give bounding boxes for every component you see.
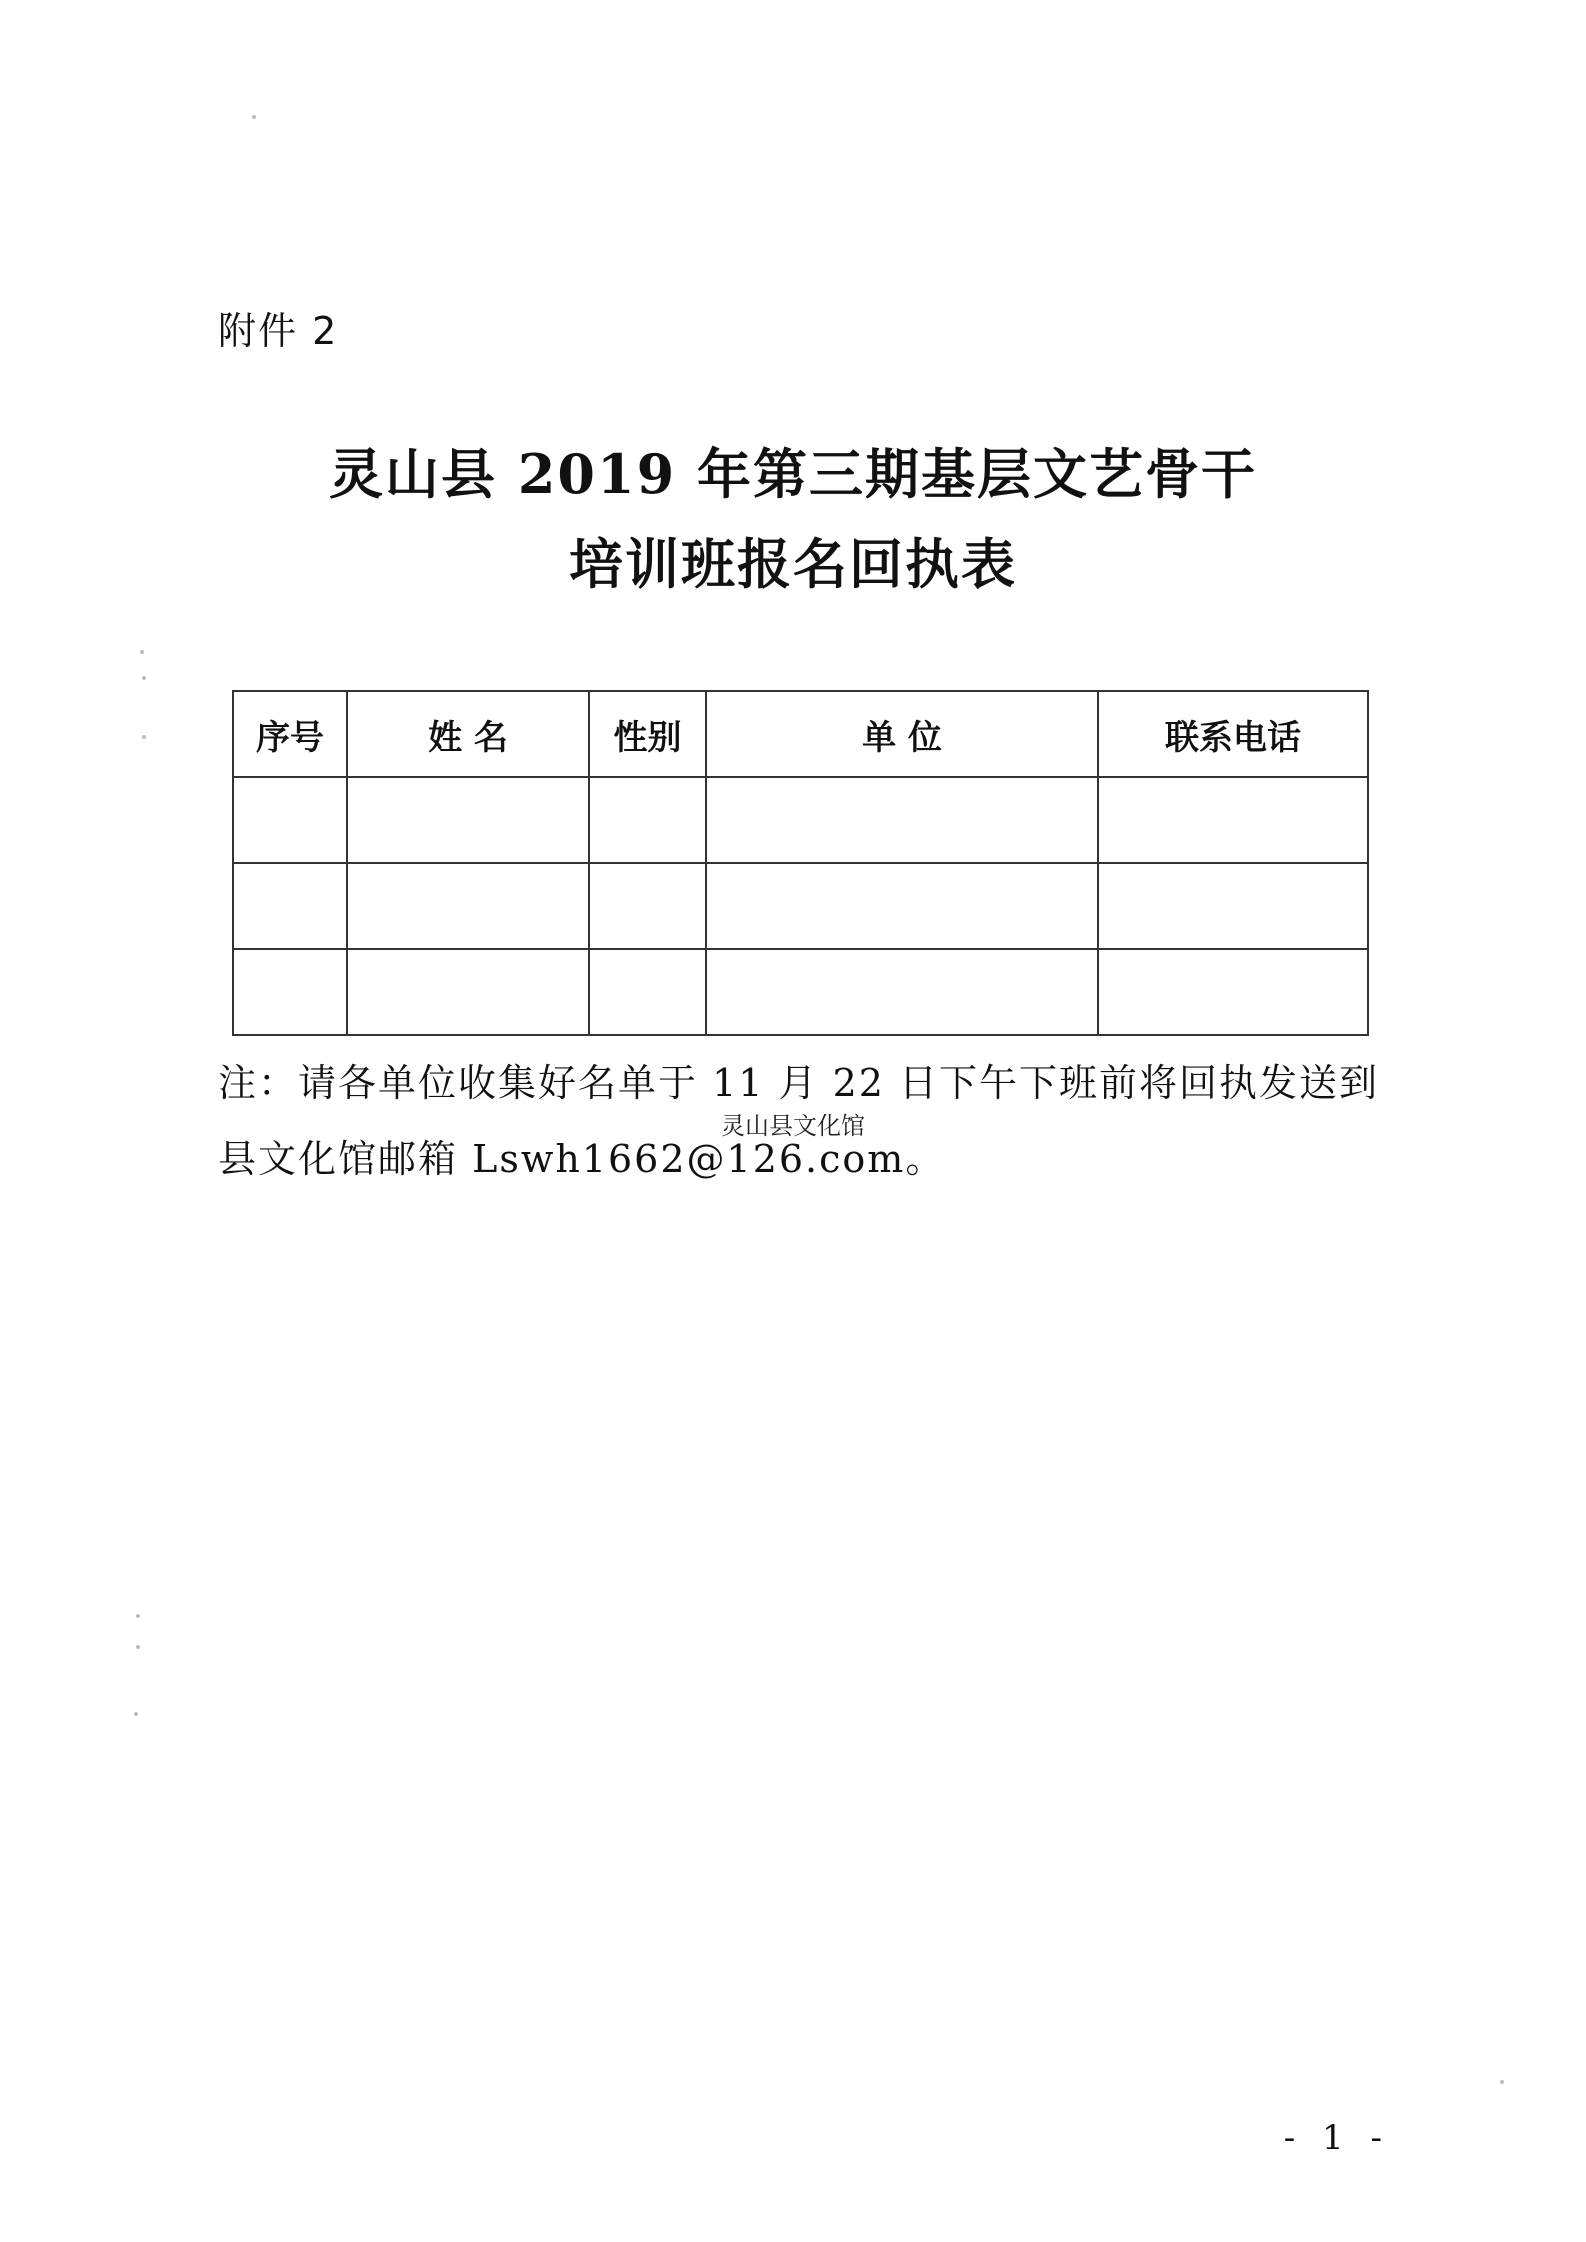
scan-speck <box>142 676 146 680</box>
note-line-1: 注：请各单位收集好名单于 11 月 22 日下午下班前将回执发送到 <box>218 1061 1380 1105</box>
page-number: - 1 - <box>1283 2118 1390 2158</box>
document-title-line1: 灵山县 2019 年第三期基层文艺骨干 <box>329 442 1257 506</box>
table-cell <box>233 863 347 949</box>
header-unit: 单 位 <box>706 691 1098 777</box>
table-row <box>233 777 1368 863</box>
table-cell <box>347 949 589 1035</box>
scan-speck <box>140 650 144 654</box>
scan-speck <box>142 735 146 739</box>
stamp-text: 灵山县文化馆 <box>721 1112 865 1140</box>
table-cell <box>233 777 347 863</box>
table-cell <box>347 863 589 949</box>
note-line-2: 县文化馆邮箱 Lswh1662@126.com。 <box>218 1137 946 1181</box>
document-title-line2: 培训班报名回执表 <box>569 532 1017 596</box>
attachment-label: 附件 2 <box>218 309 339 353</box>
header-serial-number: 序号 <box>233 691 347 777</box>
header-name: 姓 名 <box>347 691 589 777</box>
table-cell <box>1098 777 1368 863</box>
scan-speck <box>134 1712 138 1716</box>
registration-table <box>232 690 1369 1036</box>
table-cell <box>589 949 706 1035</box>
table-header-row <box>233 691 1368 777</box>
scan-speck <box>136 1645 140 1649</box>
table-cell <box>706 949 1098 1035</box>
table-cell <box>1098 949 1368 1035</box>
scan-speck <box>1500 2080 1504 2084</box>
table-cell <box>706 863 1098 949</box>
table-cell <box>589 777 706 863</box>
table-cell <box>233 949 347 1035</box>
scan-speck <box>252 115 256 119</box>
scan-speck <box>136 1614 140 1618</box>
table-row <box>233 949 1368 1035</box>
table-cell <box>589 863 706 949</box>
table-cell <box>1098 863 1368 949</box>
table-cell <box>706 777 1098 863</box>
table-cell <box>347 777 589 863</box>
header-gender: 性别 <box>589 691 706 777</box>
header-phone: 联系电话 <box>1098 691 1368 777</box>
table-row <box>233 863 1368 949</box>
